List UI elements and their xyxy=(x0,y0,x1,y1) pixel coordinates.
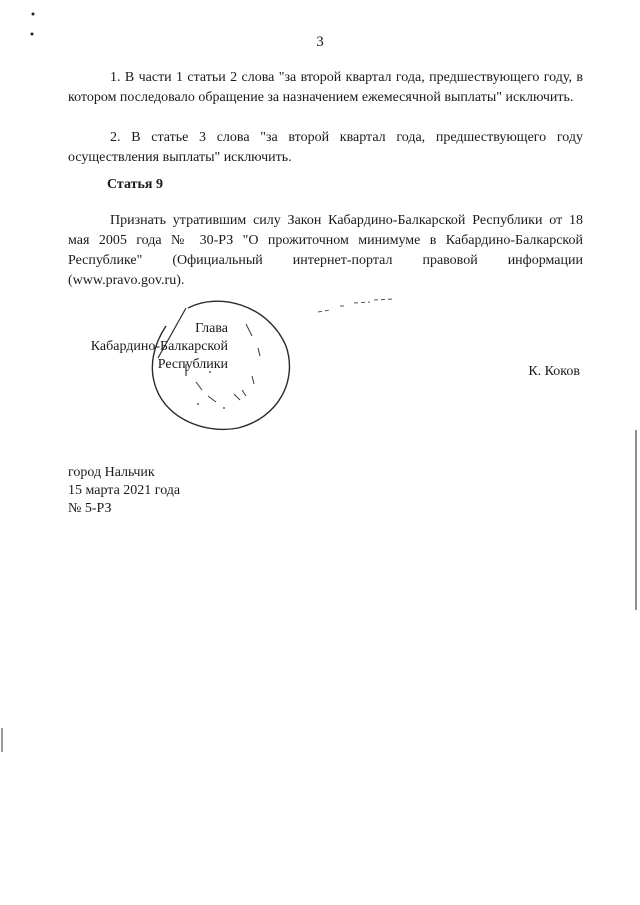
date: 15 марта 2021 года xyxy=(68,483,181,498)
scan-artifact-edge xyxy=(632,430,640,610)
signature-block xyxy=(68,320,228,374)
signer-name: К. Коков xyxy=(528,364,580,379)
paragraph-article-9: Признать утратившим силу Закон Кабардино-Балкарской Республики от 18 мая 2005 года № 30-РЗ "О прожиточном минимуме в Кабардино-Балкарской Республике" (Официальный интернет-портал правовой информации (www.pravo.gov.ru). xyxy=(68,213,583,288)
law-number: № 5-РЗ xyxy=(68,501,112,516)
signer-title-line2: Кабардино-Балкарской xyxy=(90,339,228,354)
signer-title-line3: Республики xyxy=(157,357,228,372)
signer-title-line1: Глава xyxy=(195,321,228,336)
signature-scribble xyxy=(310,290,400,320)
paragraph-article-8-item-2: 2. В статье 3 слова "за второй квартал года, предшествующего году осуществления выплаты" исключить. xyxy=(68,130,583,165)
article-heading: Статья 9 xyxy=(107,177,163,192)
paragraph-article-8-item-1: 1. В части 1 статьи 2 слова "за второй квартал года, предшествующего году, в котором последовало обращение за назначением ежемесячной выплаты" исключить. xyxy=(68,70,583,105)
scan-artifact-dot xyxy=(30,10,36,38)
page-number: 3 xyxy=(316,34,324,50)
place-date-block xyxy=(68,464,180,518)
scan-artifact-line xyxy=(0,728,4,752)
city: город Нальчик xyxy=(68,465,155,480)
